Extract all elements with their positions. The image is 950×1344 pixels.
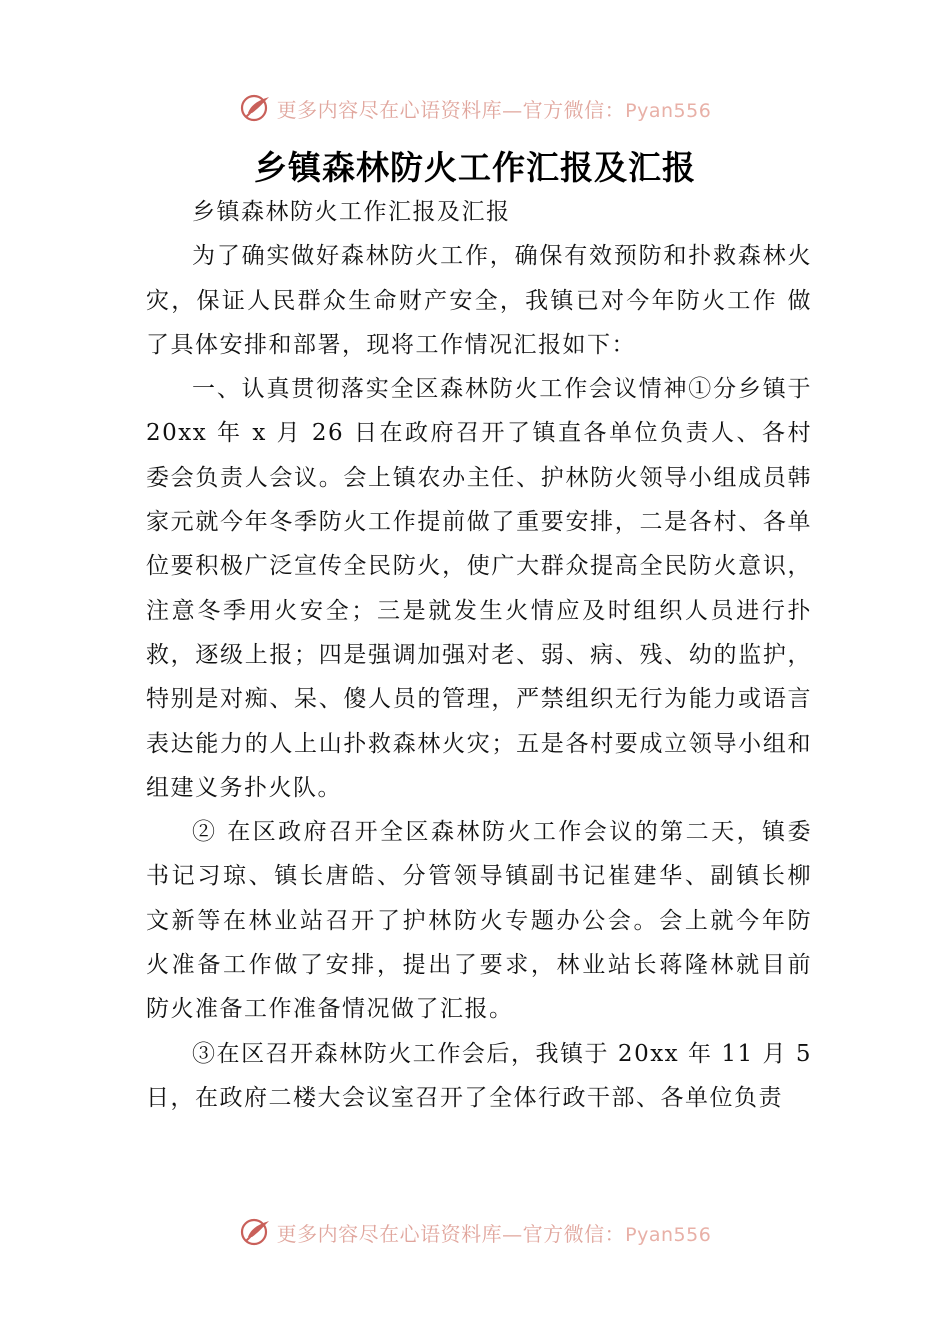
paragraph-intro: 为了确实做好森林防火工作，确保有效预防和扑救森林火灾，保证人民群众生命财产安全，我镇已对今年防火工作 做了具体安排和部署，现将工作情况汇报如下：	[146, 243, 812, 358]
pen-nib-logo-icon	[239, 91, 273, 125]
watermark-text: 更多内容尽在心语资料库—官方微信：	[276, 97, 626, 122]
watermark-footer	[0, 1212, 950, 1252]
pen-nib-logo-icon	[239, 1215, 273, 1249]
document-title: 乡镇森林防火工作汇报及汇报	[254, 148, 696, 187]
watermark-header	[0, 88, 950, 128]
paragraph-item-three: ③在区召开森林防火工作会后，我镇于 20xx 年 11 月 5 日，在政府二楼大会议室召开了全体行政干部、各单位负责	[146, 1040, 812, 1111]
document-body	[146, 190, 812, 1120]
paragraph-section-one: 一、认真贯彻落实全区森林防火工作会议情神①分乡镇于 20xx 年 x 月 26 日在政府召开了镇直各单位负责人、各村委会负责人会议。会上镇农办主任、护林防火领导小组成员韩家元就今年冬季防火工作提前做了重要安排，二是各村、各单位要积极广泛宣传全民防火，使广大群众提高全民防火意识，注意冬季用火安全；三是就发生火情应及时组织人员进行扑救，逐级上报；四是强调加强对老、弱、病、残、幼的监护，特别是对痴、呆、傻人员的管理，严禁组织无行为能力或语言表达能力的人上山扑救森林火灾；五是各村要成立领导小组和组建义务扑火队。	[146, 376, 812, 801]
paragraph-item-two: ② 在区政府召开全区森林防火工作会议的第二天，镇委书记习琼、镇长唐皓、分管领导镇副书记崔建华、副镇长柳 文新等在林业站召开了护林防火专题办公会。会上就今年防 火准备工作做了安排，提出了要求，林业站长蒋隆林就目前 防火准备工作准备情况做了汇报。	[146, 819, 812, 1023]
document-subtitle: 乡镇森林防火工作汇报及汇报	[192, 199, 511, 225]
watermark-contact: Pyan556	[625, 1223, 712, 1246]
watermark-text: 更多内容尽在心语资料库—官方微信：	[276, 1221, 626, 1246]
watermark-contact: Pyan556	[625, 99, 712, 122]
